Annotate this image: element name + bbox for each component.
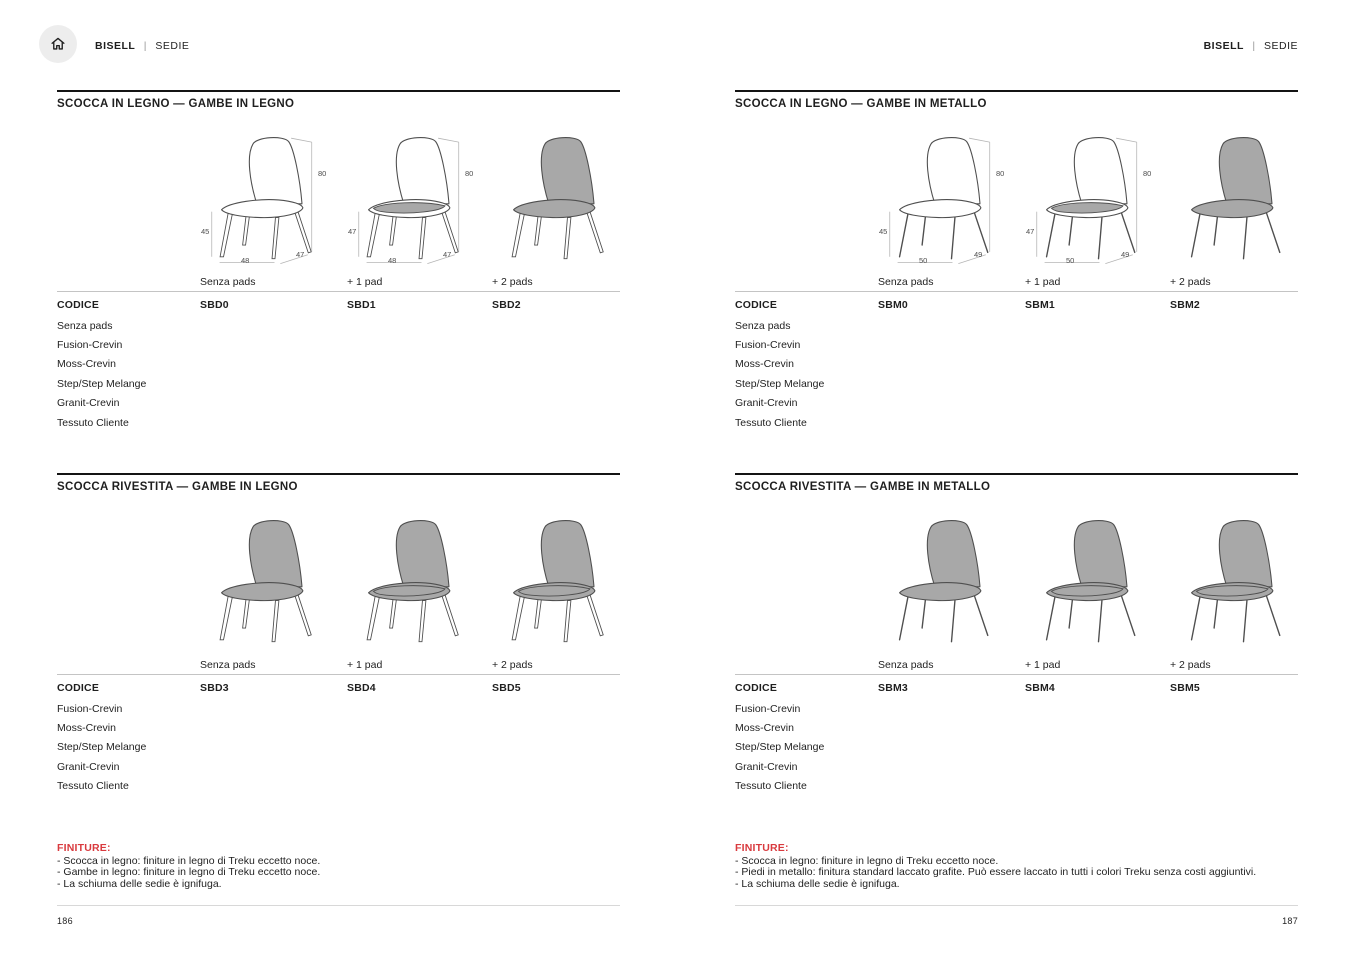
fabric-label: Fusion-Crevin (735, 339, 801, 352)
fabric-row (735, 374, 1298, 393)
chair-figures (735, 493, 1298, 657)
variant-label: + 2 pads (1170, 275, 1211, 288)
section-scocca-rivestita-gambe-legno (57, 473, 620, 796)
chair-drawing-metal-full (878, 508, 1025, 651)
fabric-row (57, 374, 620, 393)
fabric-row (57, 413, 620, 432)
fabric-label: Moss-Crevin (57, 358, 116, 371)
codice-row (735, 675, 1298, 699)
breadcrumb-separator: | (1252, 40, 1256, 52)
section-name: SEDIE (1263, 40, 1298, 52)
dim-depth: 47 (443, 250, 452, 259)
dim-seat-height: 45 (879, 227, 888, 236)
section-rule (57, 90, 620, 92)
chair-drawing-wood-pad (347, 125, 494, 268)
chair-figure-senza-pads (878, 125, 1025, 268)
chair-figures (57, 493, 620, 657)
finiture-note-right (735, 843, 1355, 890)
fabric-label: Tessuto Cliente (735, 780, 807, 793)
finiture-line: - Piedi in metallo: finitura standard laccato grafite. Può essere laccato in tutti i colori Treku senza costi aggiuntivi. (735, 866, 1257, 878)
fabric-row (57, 738, 620, 757)
page-number-right: 187 (1282, 916, 1298, 926)
chair-figures (57, 110, 620, 274)
fabric-label: Fusion-Crevin (735, 702, 801, 715)
codice-header: CODICE (735, 682, 778, 694)
variant-labels (735, 657, 1298, 672)
fabric-label: Step/Step Melange (735, 741, 825, 754)
breadcrumb-separator: | (143, 40, 147, 52)
chair-drawing-wood-full (492, 508, 639, 651)
finiture-note-left (57, 843, 677, 890)
fabric-row (57, 316, 620, 335)
variant-label: + 2 pads (492, 658, 533, 671)
section-rule (735, 90, 1298, 92)
chair-figures (735, 110, 1298, 274)
fabric-label: Tessuto Cliente (735, 416, 807, 429)
dim-seat-height: 47 (1026, 227, 1035, 236)
variant-label: + 1 pad (347, 275, 383, 288)
chair-figure-2-pads (1170, 508, 1317, 651)
variant-labels (735, 274, 1298, 289)
finiture-heading: FINITURE: (735, 842, 789, 854)
dim-total-height: 80 (318, 169, 327, 178)
chair-drawing-metal-full (1170, 125, 1317, 268)
fabric-row (735, 738, 1298, 757)
dim-seat-height: 45 (201, 227, 210, 236)
code-value: SBM4 (1025, 682, 1055, 694)
fabric-label: Tessuto Cliente (57, 416, 129, 429)
dim-depth: 49 (1121, 250, 1130, 259)
variant-label: + 1 pad (1025, 658, 1061, 671)
chair-drawing-metal-full (1025, 508, 1172, 651)
fabric-label: Tessuto Cliente (57, 780, 129, 793)
finiture-line: - Scocca in legno: finiture in legno di Treku eccetto noce. (735, 854, 999, 867)
codice-header: CODICE (735, 299, 778, 311)
chair-drawing-metal-pad (1025, 125, 1172, 268)
fabric-label: Fusion-Crevin (57, 339, 123, 352)
fabric-row (57, 757, 620, 776)
finiture-heading: FINITURE: (57, 842, 111, 854)
section-title: SCOCCA RIVESTITA — GAMBE IN LEGNO (57, 481, 298, 493)
variant-label: Senza pads (200, 275, 256, 288)
fabric-row (57, 699, 620, 718)
fabric-row (57, 335, 620, 354)
fabric-row (735, 757, 1298, 776)
chair-drawing-metal-plain (878, 125, 1025, 268)
fabric-row (57, 777, 620, 796)
fabric-label: Step/Step Melange (57, 741, 147, 754)
chair-figure-1-pad (1025, 508, 1172, 651)
variant-label: Senza pads (878, 658, 934, 671)
home-button[interactable] (39, 25, 77, 63)
chair-figure-senza-pads (878, 508, 1025, 651)
code-value: SBD2 (492, 299, 521, 311)
chair-figure-2-pads (492, 125, 639, 268)
fabric-label: Granit-Crevin (735, 397, 798, 410)
chair-figure-senza-pads (200, 508, 347, 651)
chair-drawing-wood-full (347, 508, 494, 651)
fabric-label: Senza pads (57, 319, 113, 332)
chair-figure-2-pads (1170, 125, 1317, 268)
page-number-left: 186 (57, 916, 73, 926)
chair-figure-1-pad (347, 125, 494, 268)
code-value: SBM0 (878, 299, 908, 311)
home-icon (49, 35, 67, 53)
section-rule (735, 473, 1298, 475)
dim-total-height: 80 (465, 169, 474, 178)
variant-label: Senza pads (200, 658, 256, 671)
fabric-label: Senza pads (735, 319, 791, 332)
fabric-label: Granit-Crevin (57, 760, 120, 773)
code-value: SBD0 (200, 299, 229, 311)
fabric-label: Moss-Crevin (735, 358, 794, 371)
chair-figure-senza-pads (200, 125, 347, 268)
fabric-label: Step/Step Melange (57, 377, 147, 390)
fabric-label: Granit-Crevin (57, 397, 120, 410)
fabric-row (735, 718, 1298, 737)
dim-depth: 49 (974, 250, 983, 259)
footer-rule-right (735, 905, 1298, 906)
variant-label: + 1 pad (1025, 275, 1061, 288)
codice-header: CODICE (57, 299, 100, 311)
breadcrumb-right (1204, 40, 1298, 52)
codice-row (57, 292, 620, 316)
dim-width: 48 (388, 256, 397, 265)
variant-label: Senza pads (878, 275, 934, 288)
dim-width: 50 (1066, 256, 1075, 265)
code-value: SBM5 (1170, 682, 1200, 694)
code-value: SBM1 (1025, 299, 1055, 311)
dim-total-height: 80 (996, 169, 1005, 178)
breadcrumb-left (95, 40, 189, 52)
section-rule (57, 473, 620, 475)
fabric-row (735, 316, 1298, 335)
fabric-row (735, 413, 1298, 432)
code-value: SBD4 (347, 682, 376, 694)
code-value: SBD3 (200, 682, 229, 694)
fabric-row (57, 718, 620, 737)
fabric-row (735, 777, 1298, 796)
code-value: SBM3 (878, 682, 908, 694)
fabric-label: Step/Step Melange (735, 377, 825, 390)
fabric-label: Moss-Crevin (735, 722, 794, 735)
chair-figure-2-pads (492, 508, 639, 651)
section-title: SCOCCA IN LEGNO — GAMBE IN LEGNO (57, 98, 295, 110)
fabric-row (735, 335, 1298, 354)
fabric-row (57, 394, 620, 413)
chair-drawing-metal-full (1170, 508, 1317, 651)
variant-labels (57, 657, 620, 672)
fabric-row (735, 394, 1298, 413)
codice-row (57, 675, 620, 699)
code-value: SBM2 (1170, 299, 1200, 311)
footer-rule-left (57, 905, 620, 906)
dim-total-height: 80 (1143, 169, 1152, 178)
fabric-row (735, 699, 1298, 718)
variant-label: + 1 pad (347, 658, 383, 671)
finiture-line: - Gambe in legno: finiture in legno di Treku eccetto noce. (57, 866, 321, 878)
dim-seat-height: 47 (348, 227, 357, 236)
variant-label: + 2 pads (492, 275, 533, 288)
codice-header: CODICE (57, 682, 100, 694)
section-name: SEDIE (155, 40, 190, 52)
chair-drawing-wood-full (492, 125, 639, 268)
section-title: SCOCCA RIVESTITA — GAMBE IN METALLO (735, 481, 991, 493)
brand-name: BISELL (1203, 40, 1244, 52)
variant-labels (57, 274, 620, 289)
section-title: SCOCCA IN LEGNO — GAMBE IN METALLO (735, 98, 987, 110)
chair-drawing-wood-full (200, 508, 347, 651)
dim-depth: 47 (296, 250, 305, 259)
dim-width: 50 (919, 256, 928, 265)
code-value: SBD1 (347, 299, 376, 311)
brand-name: BISELL (95, 40, 136, 52)
finiture-line: - La schiuma delle sedie è ignifuga. (735, 877, 900, 890)
chair-figure-1-pad (347, 508, 494, 651)
variant-label: + 2 pads (1170, 658, 1211, 671)
section-scocca-legno-gambe-metallo (735, 90, 1298, 432)
fabric-label: Moss-Crevin (57, 722, 116, 735)
finiture-line: - Scocca in legno: finiture in legno di Treku eccetto noce. (57, 854, 321, 867)
chair-drawing-wood-plain (200, 125, 347, 268)
chair-figure-1-pad (1025, 125, 1172, 268)
codice-row (735, 292, 1298, 316)
code-value: SBD5 (492, 682, 521, 694)
section-scocca-rivestita-gambe-metallo (735, 473, 1298, 796)
fabric-row (735, 355, 1298, 374)
section-scocca-legno-gambe-legno (57, 90, 620, 432)
dim-width: 48 (241, 256, 250, 265)
fabric-row (57, 355, 620, 374)
fabric-label: Granit-Crevin (735, 760, 798, 773)
fabric-label: Fusion-Crevin (57, 702, 123, 715)
finiture-line: - La schiuma delle sedie è ignifuga. (57, 877, 222, 890)
